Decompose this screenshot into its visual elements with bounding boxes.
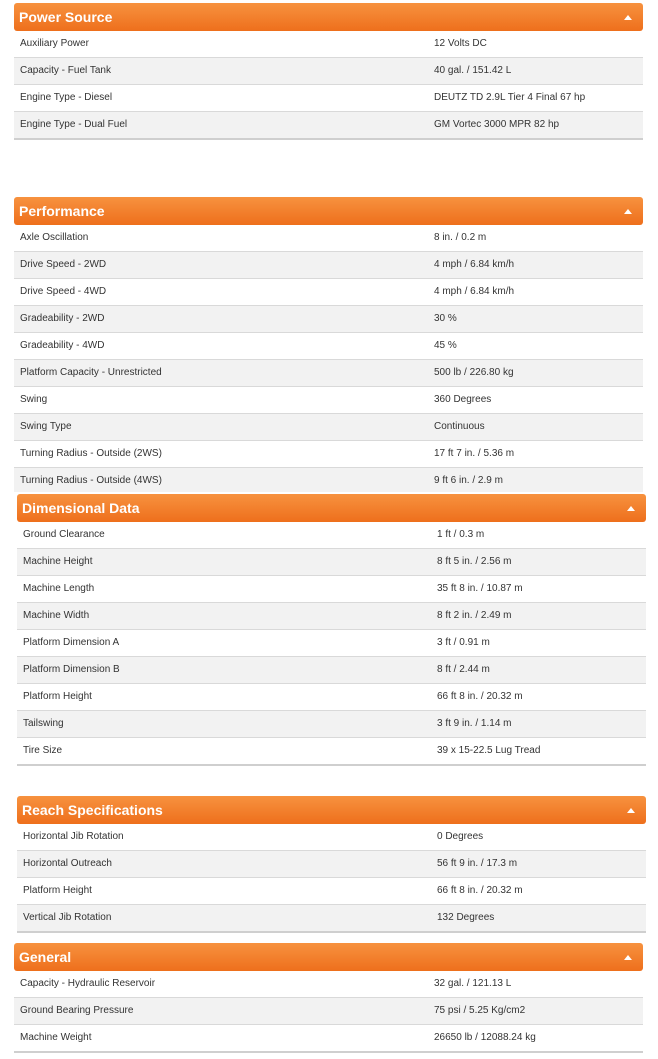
- table-row: [14, 279, 643, 306]
- table-row: [14, 58, 643, 85]
- section-title: Performance: [19, 203, 105, 219]
- spec-value: 56 ft 9 in. / 17.3 m: [437, 858, 518, 869]
- table-row: [14, 387, 643, 414]
- table-row: [14, 360, 643, 387]
- table-row: [14, 414, 643, 441]
- section-title: Dimensional Data: [22, 500, 140, 516]
- section-title: Power Source: [19, 9, 113, 25]
- table-row: [14, 112, 643, 140]
- table-row: [17, 576, 646, 603]
- table-row: [14, 333, 643, 360]
- section-title: Reach Specifications: [22, 802, 163, 818]
- table-row: [14, 441, 643, 468]
- spec-value: 4 mph / 6.84 km/h: [434, 259, 515, 270]
- caret-up-icon[interactable]: [624, 15, 632, 20]
- spec-label: Ground Clearance: [23, 529, 105, 540]
- spec-label: Machine Height: [23, 556, 93, 567]
- spec-label: Machine Weight: [20, 1032, 92, 1043]
- spec-label: Vertical Jib Rotation: [23, 912, 112, 923]
- reach-specifications-header[interactable]: [17, 796, 646, 824]
- table-row: [14, 252, 643, 279]
- spec-label: Platform Capacity - Unrestricted: [20, 367, 162, 378]
- spec-label: Machine Width: [23, 610, 90, 621]
- spec-label: Horizontal Outreach: [23, 858, 112, 869]
- spec-value: DEUTZ TD 2.9L Tier 4 Final 67 hp: [434, 92, 586, 103]
- spec-label: Swing: [20, 394, 48, 405]
- spec-value: 66 ft 8 in. / 20.32 m: [437, 885, 523, 896]
- spec-value: 0 Degrees: [437, 831, 484, 842]
- spec-value: 8 ft 5 in. / 2.56 m: [437, 556, 512, 567]
- spec-table: [14, 971, 643, 1053]
- spec-value: 66 ft 8 in. / 20.32 m: [437, 691, 523, 702]
- general-header[interactable]: [14, 943, 643, 971]
- table-row: [17, 630, 646, 657]
- spec-label: Drive Speed - 2WD: [20, 259, 107, 270]
- spec-value: 75 psi / 5.25 Kg/cm2: [434, 1005, 526, 1016]
- spec-label: Gradeability - 2WD: [20, 313, 105, 324]
- spec-label: Drive Speed - 4WD: [20, 286, 107, 297]
- table-row: [17, 878, 646, 905]
- spec-label: Platform Height: [23, 691, 92, 702]
- table-row: [17, 549, 646, 576]
- spec-label: Swing Type: [20, 421, 72, 432]
- dimensional-data-header[interactable]: [17, 494, 646, 522]
- table-row: [14, 306, 643, 333]
- caret-up-icon[interactable]: [627, 808, 635, 813]
- spec-value: 8 ft / 2.44 m: [437, 664, 490, 675]
- spec-value: 8 ft 2 in. / 2.49 m: [437, 610, 512, 621]
- table-row: [17, 711, 646, 738]
- spec-value: 45 %: [434, 340, 457, 351]
- spec-value: 3 ft 9 in. / 1.14 m: [437, 718, 512, 729]
- section-title: General: [19, 949, 72, 965]
- table-row: [14, 1025, 643, 1053]
- spec-value: Continuous: [434, 421, 485, 432]
- spec-label: Ground Bearing Pressure: [20, 1005, 134, 1016]
- table-row: [17, 657, 646, 684]
- table-row: [14, 468, 643, 492]
- spec-value: GM Vortec 3000 MPR 82 hp: [434, 119, 560, 130]
- spec-label: Turning Radius - Outside (4WS): [20, 475, 162, 486]
- table-row: [14, 971, 643, 998]
- caret-up-icon[interactable]: [624, 209, 632, 214]
- table-row: [17, 684, 646, 711]
- spec-label: Platform Dimension A: [23, 637, 120, 648]
- spec-value: 8 in. / 0.2 m: [434, 232, 487, 243]
- spec-label: Tailswing: [23, 718, 64, 729]
- spec-value: 30 %: [434, 313, 457, 324]
- table-row: [14, 998, 643, 1025]
- table-row: [14, 31, 643, 58]
- spec-label: Capacity - Fuel Tank: [20, 65, 111, 76]
- spec-value: 1 ft / 0.3 m: [437, 529, 485, 540]
- spec-label: Gradeability - 4WD: [20, 340, 105, 351]
- reach-specifications-section: [17, 796, 646, 933]
- spec-label: Auxiliary Power: [20, 38, 89, 49]
- table-row: [14, 225, 643, 252]
- spec-value: 35 ft 8 in. / 10.87 m: [437, 583, 523, 594]
- table-row: [17, 522, 646, 549]
- power-source-section: [14, 3, 643, 140]
- spec-label: Axle Oscillation: [20, 232, 89, 243]
- spec-table: [14, 31, 643, 140]
- performance-header[interactable]: [14, 197, 643, 225]
- spec-label: Machine Length: [23, 583, 95, 594]
- spec-table: [14, 225, 643, 492]
- spec-value: 26650 lb / 12088.24 kg: [434, 1032, 536, 1043]
- caret-up-icon[interactable]: [624, 955, 632, 960]
- spec-table: [17, 824, 646, 933]
- spec-label: Platform Height: [23, 885, 92, 896]
- general-section: [14, 943, 643, 1053]
- spec-value: 500 lb / 226.80 kg: [434, 367, 514, 378]
- spec-value: 4 mph / 6.84 km/h: [434, 286, 515, 297]
- spec-label: Tire Size: [23, 745, 63, 756]
- spec-value: 9 ft 6 in. / 2.9 m: [434, 475, 503, 486]
- table-row: [17, 824, 646, 851]
- table-row: [17, 851, 646, 878]
- table-row: [17, 738, 646, 766]
- spec-value: 17 ft 7 in. / 5.36 m: [434, 448, 515, 459]
- table-row: [17, 905, 646, 933]
- spec-label: Turning Radius - Outside (2WS): [20, 448, 162, 459]
- caret-up-icon[interactable]: [627, 506, 635, 511]
- table-row: [14, 85, 643, 112]
- spec-value: 32 gal. / 121.13 L: [434, 978, 512, 989]
- spec-value: 39 x 15-22.5 Lug Tread: [437, 745, 541, 756]
- performance-section: [14, 197, 643, 492]
- spec-label: Capacity - Hydraulic Reservoir: [20, 978, 156, 989]
- spec-value: 40 gal. / 151.42 L: [434, 65, 512, 76]
- spec-value: 132 Degrees: [437, 912, 495, 923]
- spec-label: Platform Dimension B: [23, 664, 120, 675]
- power-source-header[interactable]: [14, 3, 643, 31]
- spec-label: Engine Type - Dual Fuel: [20, 119, 128, 130]
- spec-label: Horizontal Jib Rotation: [23, 831, 124, 842]
- table-row: [17, 603, 646, 630]
- spec-label: Engine Type - Diesel: [20, 92, 113, 103]
- spec-value: 12 Volts DC: [434, 38, 487, 49]
- dimensional-data-section: [17, 494, 646, 766]
- spec-value: 360 Degrees: [434, 394, 492, 405]
- spec-value: 3 ft / 0.91 m: [437, 637, 490, 648]
- spec-table: [17, 522, 646, 766]
